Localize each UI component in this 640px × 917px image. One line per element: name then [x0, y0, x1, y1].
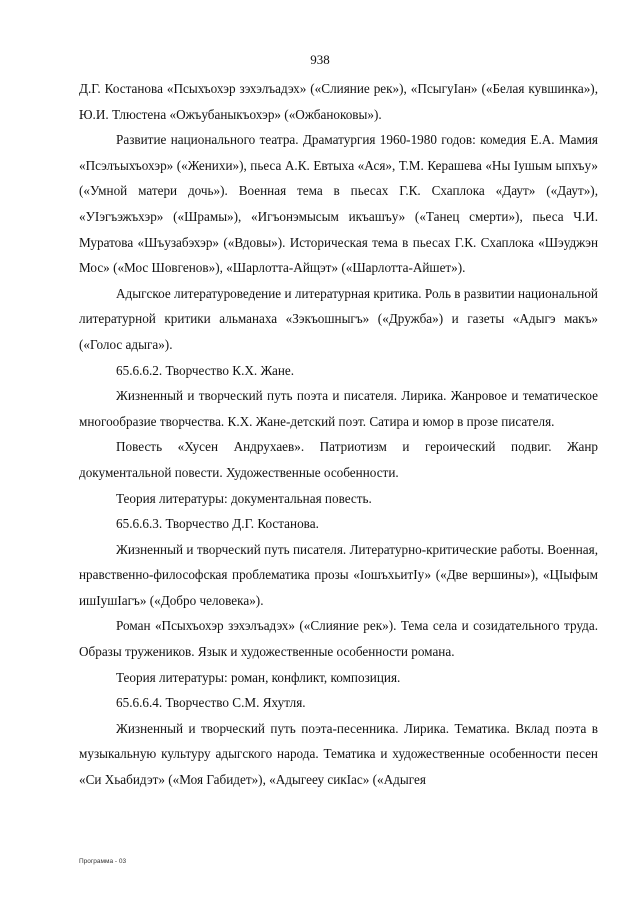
section-heading-zhane: 65.6.6.2. Творчество К.Х. Жане. [116, 362, 295, 378]
paragraph-zhane-novella: Повесть «Хусен Андрухаев». Патриотизм и героический подвиг. Жанр документальной повести. Художественные особенности. [79, 439, 598, 480]
footer-note: Программа - 03 [79, 858, 127, 865]
paragraph-yakhutl-path: Жизненный и творческий путь поэта-песенника. Лирика. Тематика. Вклад поэта в музыкальную культуру адыгского народа. Тематика и художественные особенности песен «Си Хьабидэт» («Моя Габидет»), «Адыгееу сикIас» («Адыгея [79, 720, 598, 788]
paragraph-kostanov-theory: Теория литературы: роман, конфликт, композиция. [116, 669, 401, 685]
body-text [79, 76, 598, 793]
paragraph-theatre: Развитие национального театра. Драматургия 1960-1980 годов: комедия Е.А. Мамия «Псэлъыхъохэр» («Женихи»), пьеса А.К. Евтыха «Ася», Т.М. Керашева «Ны Iушым ыпхъу» («Умной матери дочь»). Военная тема в пьесах Г.К. Схаплока «Даут» («Даут»), «УIэгъэжъхэр» («Шрамы»), «Игъонэмысым икъашъу» («Танец смерти»), пьеса Ч.И. Муратова «Шъузабэхэр» («Вдовы»). Историческая тема в пьесах Г.К. Схаплока «Шэуджэн Мос» («Мос Шовгенов»), «Шарлотта-Айщэт» («Шарлотта-Айшет»). [79, 132, 598, 276]
section-heading-yakhutl: 65.6.6.4. Творчество С.М. Яхутля. [116, 695, 306, 711]
paragraph-continuation: Д.Г. Костанова «Псыхъохэр зэхэлъадэх» («Слияние рек»), «ПсыгуIан» («Белая кувшинка»), Ю.И. Тлюстена «Ожъубаныкъохэр» («Ожбаноковы»). [79, 81, 598, 122]
section-heading-kostanov: 65.6.6.3. Творчество Д.Г. Костанова. [116, 516, 319, 532]
paragraph-kostanov-path: Жизненный и творческий путь писателя. Литературно-критические работы. Военная, нравственно-философская проблематика прозы «IошъхьитIу» («Две вершины»), «ЦIыфым ишIушIагъ» («Добро человека»). [79, 541, 598, 608]
paragraph-zhane-path: Жизненный и творческий путь поэта и писателя. Лирика. Жанровое и тематическое многообразие творчества. К.Х. Жане-детский поэт. Сатира и юмор в прозе писателя. [79, 388, 598, 429]
paragraph-kostanov-novel: Роман «Псыхъохэр зэхэлъадэх» («Слияние рек»). Тема села и созидательного труда. Образы тружеников. Язык и художественные особенности романа. [79, 618, 598, 660]
paragraph-criticism: Адыгское литературоведение и литературная критика. Роль в развитии национальной литературной критики альманаха «Зэкъошныгъ» («Дружба») и газеты «Адыгэ макъ» («Голос адыга»). [79, 285, 598, 352]
page-number: 938 [310, 52, 330, 67]
paragraph-zhane-theory: Теория литературы: документальная повесть. [116, 490, 372, 506]
